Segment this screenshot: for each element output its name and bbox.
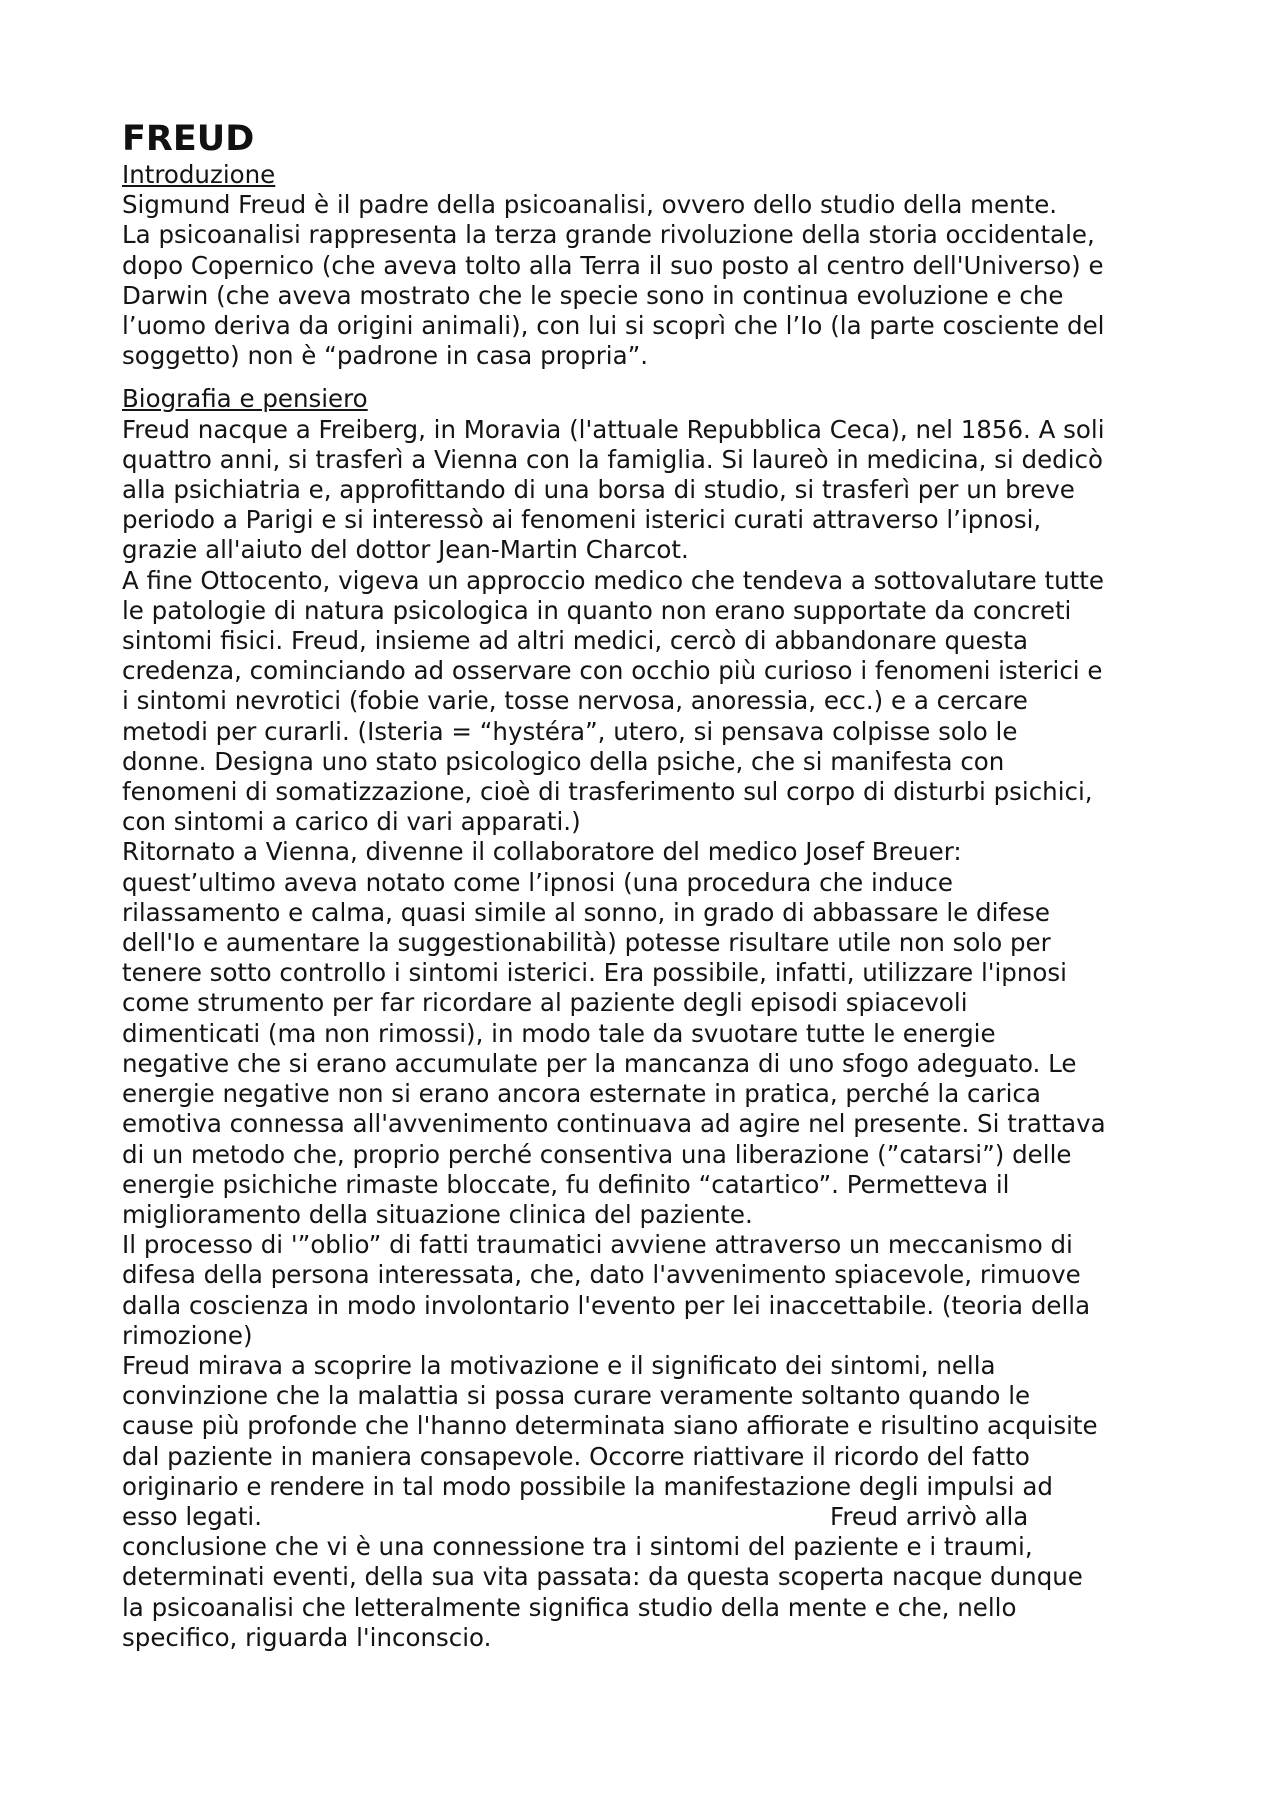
document-page — [122, 118, 1182, 1653]
text-line: energie psichiche rimaste bloccate, fu definito “catartico”. Permetteva il — [122, 1169, 1010, 1199]
text-line: alla psichiatria e, approfittando di una borsa di studio, si trasferì per un breve — [122, 475, 1075, 505]
section-heading: Introduzione — [122, 160, 276, 189]
text-line: donne. Designa uno stato psicologico della psiche, che si manifesta con — [122, 746, 1005, 776]
text-line: Darwin (che aveva mostrato che le specie sono in continua evoluzione e che — [122, 280, 1064, 310]
text-line: La psicoanalisi rappresenta la terza grande rivoluzione della storia occidentale, — [122, 220, 1095, 250]
text-line: tenere sotto controllo i sintomi isterici. Era possibile, infatti, utilizzare l'ipnosi — [122, 958, 1067, 988]
text-line: dimenticati (ma non rimossi), in modo tale da svuotare tutte le energie — [122, 1018, 996, 1048]
text-line: Ritornato a Vienna, divenne il collaboratore del medico Josef Breuer: — [122, 837, 962, 867]
section-heading: Biografia e pensiero — [122, 384, 368, 414]
text-line: grazie all'aiuto del dottor Jean-Martin Charcot. — [122, 535, 689, 565]
text-line: di un metodo che, proprio perché consentiva una liberazione (”catarsi”) delle — [122, 1139, 1072, 1169]
text-line: originario e rendere in tal modo possibile la manifestazione degli impulsi ad — [122, 1471, 1053, 1501]
text-line: la psicoanalisi che letteralmente significa studio della mente e che, nello — [122, 1592, 1017, 1622]
text-line: energie negative non si erano ancora esternate in pratica, perché la carica — [122, 1079, 1041, 1109]
text-line: le patologie di natura psicologica in quanto non erano supportate da concreti — [122, 595, 1072, 625]
section-introduzione — [122, 160, 1182, 371]
text-line: Sigmund Freud è il padre della psicoanalisi, ovvero dello studio della mente. — [122, 190, 1058, 220]
text-line: Freud mirava a scoprire la motivazione e il significato dei sintomi, nella — [122, 1350, 996, 1380]
text-line: rimozione) — [122, 1320, 253, 1350]
text-line: rilassamento e calma, quasi simile al sonno, in grado di abbassare le difese — [122, 897, 1050, 927]
text-line: con sintomi a carico di vari apparati.) — [122, 807, 581, 837]
text-line: soggetto) non è “padrone in casa propria”. — [122, 341, 649, 371]
text-line: Freud nacque a Freiberg, in Moravia (l'attuale Repubblica Ceca), nel 1856. A soli — [122, 414, 1105, 444]
text-line: conclusione che vi è una connessione tra i sintomi del paziente e i traumi, — [122, 1532, 1033, 1562]
text-line: periodo a Parigi e si interessò ai fenomeni isterici curati attraverso l’ipnosi, — [122, 505, 1042, 535]
text-line: quattro anni, si trasferì a Vienna con la famiglia. Si laureò in medicina, si dedicò — [122, 444, 1103, 474]
text-line: specifico, riguarda l'inconscio. — [122, 1622, 492, 1652]
split-line-right: Freud arrivò alla — [830, 1501, 1029, 1531]
text-line: credenza, cominciando ad osservare con occhio più curioso i fenomeni isterici e — [122, 656, 1103, 686]
text-line: difesa della persona interessata, che, dato l'avvenimento spiacevole, rimuove — [122, 1260, 1081, 1290]
text-line: dopo Copernico (che aveva tolto alla Terra il suo posto al centro dell'Universo) e — [122, 250, 1104, 280]
text-line: negative che si erano accumulate per la mancanza di uno sfogo adeguato. Le — [122, 1048, 1077, 1078]
text-line: fenomeni di somatizzazione, cioè di trasferimento sul corpo di disturbi psichici, — [122, 777, 1093, 807]
document-title: FREUD — [122, 119, 255, 159]
text-line: l’uomo deriva da origini animali), con lui si scoprì che l’Io (la parte cosciente del — [122, 311, 1105, 341]
text-line: dal paziente in maniera consapevole. Occorre riattivare il ricordo del fatto — [122, 1441, 1030, 1471]
section-biografia — [122, 384, 1182, 1653]
text-line: emotiva connessa all'avvenimento continuava ad agire nel presente. Si trattava — [122, 1109, 1106, 1139]
section-body — [122, 415, 1182, 1653]
text-line: convinzione che la malattia si possa curare veramente soltanto quando le — [122, 1381, 1031, 1411]
text-line: dell'Io e aumentare la suggestionabilità) potesse risultare utile non solo per — [122, 928, 1051, 958]
text-line: determinati eventi, della sua vita passata: da questa scoperta nacque dunque — [122, 1562, 1083, 1592]
text-line: miglioramento della situazione clinica del paziente. — [122, 1199, 753, 1229]
text-line: A fine Ottocento, vigeva un approccio medico che tendeva a sottovalutare tutte — [122, 565, 1104, 595]
section-body — [122, 190, 1182, 371]
text-line: i sintomi nevrotici (fobie varie, tosse nervosa, anoressia, ecc.) e a cercare — [122, 686, 1028, 716]
text-line: sintomi fisici. Freud, insieme ad altri medici, cercò di abbandonare questa — [122, 626, 1029, 656]
text-line: come strumento per far ricordare al paziente degli episodi spiacevoli — [122, 988, 968, 1018]
text-line: dalla coscienza in modo involontario l'evento per lei inaccettabile. (teoria della — [122, 1290, 1091, 1320]
text-line: cause più profonde che l'hanno determinata siano affiorate e risultino acquisite — [122, 1411, 1098, 1441]
split-text-line — [122, 1502, 1182, 1532]
split-line-left: esso legati. — [122, 1501, 263, 1531]
text-line: quest’ultimo aveva notato come l’ipnosi (una procedura che induce — [122, 867, 953, 897]
text-line: Il processo di '”oblio” di fatti traumatici avviene attraverso un meccanismo di — [122, 1230, 1073, 1260]
text-line: metodi per curarli. (Isteria = “hystéra”, utero, si pensava colpisse solo le — [122, 716, 1018, 746]
